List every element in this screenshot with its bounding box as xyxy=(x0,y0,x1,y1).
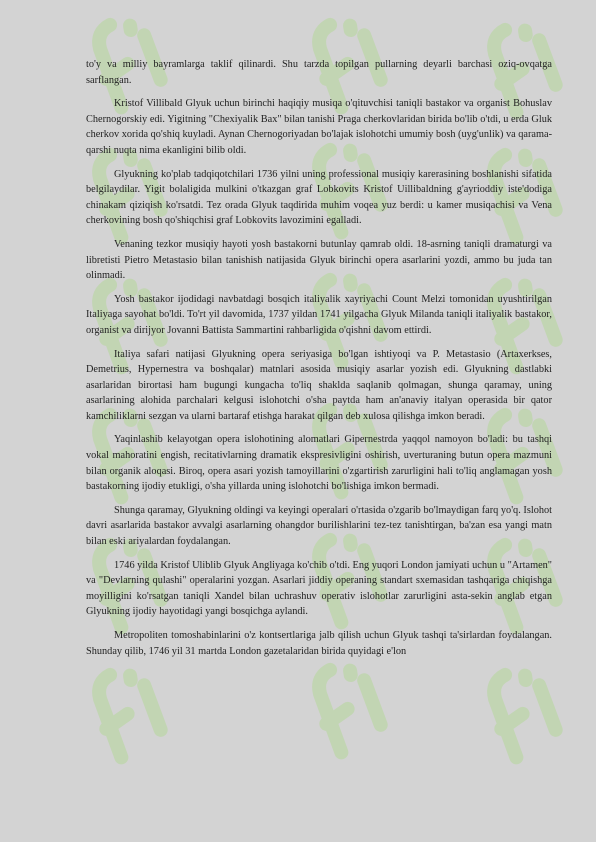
paragraph-6: Italiya safari natijasi Glyukning opera seriyasiga bo'lgan ishtiyoqi va P. Metastasio (Artaxerkses, Demetrius, Hypernestra va boshqalar) matnlari asosida musiqiy asarlar yozish edi. Glyukning dastlabki asarlaridan birortasi ham bugungi kungacha to'liq shaklda saqlanib qolmagan, shunga qaramay, uning asarlarining alohida parchalari kelgusi islohotchi o'sha paytda ham an'anaviy italyan operasida bir qator kamchiliklarni sezgan va ularni bartaraf etishga harakat qilgan deb xulosa qilishga imkon beradi. xyxy=(86,348,552,422)
paragraph-3: Glyukning ko'plab tadqiqotchilari 1736 yilni uning professional musiqiy karerasining boshlanishi sifatida belgilaydilar. Yigit bolaligida mulkini o'tkazgan graf Lobkovits Kristof Uillibaldning g'ayrioddiy iste'dodiga chinakam qiziqish ko'rsatdi. Tez orada Glyuk taqdirida muhim voqea yuz berdi: u kamer musiqachisi va Vena cherkovining bosh qo'shiqchisi graf Lobkovits lavozimini egalladi. xyxy=(86,168,552,227)
watermark-mark xyxy=(79,662,171,757)
watermark-mark xyxy=(474,662,566,757)
paragraph-9: 1746 yilda Kristof Uliblib Glyuk Angliyaga ko'chib o'tdi. Eng yuqori London jamiyati uchun u "Artamen" va "Devlarning qulashi" operalarini yozgan. Asarlari jiddiy operaning standart sxemasidan tashqariga chiqishga moyilligini ko'rsatgan taniqli Xandel bilan uchrashuv operativ islohotlar zarurligini asta-sekin anglab etgan Glyukning ijodiy hayotidagi yangi bosqichga aylandi. xyxy=(86,559,552,618)
paragraph-5: Yosh bastakor ijodidagi navbatdagi bosqich italiyalik xayriyachi Count Melzi tomonidan uyushtirilgan Italiyaga sayohat bo'ldi. To'rt yil davomida, 1737 yildan 1741 yilgacha Glyuk Milanda taniqli italiyalik bastakor, organist va dirijyor Jovanni Battista Sammartini rahbarligida o'qishni davom ettirdi. xyxy=(86,293,552,336)
document-body xyxy=(86,57,552,667)
paragraph-4: Venaning tezkor musiqiy hayoti yosh bastakorni butunlay qamrab oldi. 18-asrning taniqli dramaturgi va libretisti Pietro Metastasio bilan tanishish natijasida Glyuk birinchi opera asarlarini yozdi, ammo bu juda tan olinmadi. xyxy=(86,238,552,282)
watermark-mark xyxy=(299,657,391,752)
paragraph-2: Kristof Villibald Glyuk uchun birinchi haqiqiy musiqa o'qituvchisi taniqli bastakor va organist Bohuslav Chernogorskiy edi. Yigitning "Chexiyalik Bax" bilan tanishi Praga cherkovlaridan birida bo'lib o'tdi, u erda Gluk cherkov xorida qo'shiq kuyladi. Aynan Chernogoriyadan bo'lajak islohotchi umumiy bosh (uyg'unlik) va qarama-qarshi nuqta nima ekanligini bilib oldi. xyxy=(86,98,552,156)
paragraph-10: Metropoliten tomoshabinlarini o'z kontsertlariga jalb qilish uchun Glyuk tashqi ta'sirlardan foydalangan. Shunday qilib, 1746 yil 31 martda London gazetalaridan birida quyidagi e'lon xyxy=(86,630,552,657)
paragraph-7: Yaqinlashib kelayotgan opera islohotining alomatlari Gipernestrda yaqqol namoyon bo'ladi: bu tashqi vokal mahoratini engish, recitativlarning dramatik ekspresivligini oshirish, uverturaning butun opera mazmuni bilan organik aloqasi. Biroq, opera asari yozish tamoyillarini o'zgartirish zarurligini hali to'liq anglamagan yosh bastakorning ijodiy etukligi, o'sha yillarda uning islohotchi bo'lishiga imkon bermadi. xyxy=(86,434,552,493)
paragraph-1: to'y va milliy bayramlarga taklif qilinardi. Shu tarzda topilgan pullarning deyarli barchasi oziq-ovqatga sarflangan. xyxy=(86,59,552,86)
paragraph-8: Shunga qaramay, Glyukning oldingi va keyingi operalari o'rtasida o'zgarib bo'lmaydigan farq yo'q. Islohot davri asarlarida bastakor avvalgi asarlarning ohangdor burilishlarini tez-tez tanishtirgan, ba'zan esa yangi matn bilan eski ariyalardan foydalangan. xyxy=(86,504,552,548)
